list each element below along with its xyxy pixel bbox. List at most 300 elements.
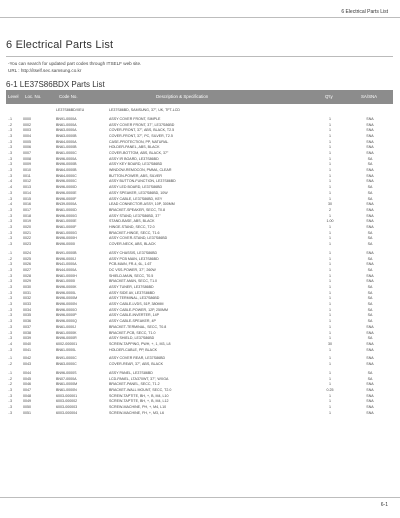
level-cell: ..3: [8, 168, 12, 173]
loc-no-cell: 0009: [23, 162, 31, 167]
code-no-cell: 6003-000001: [56, 393, 78, 398]
level-cell: ..3: [8, 128, 12, 133]
sa-sna-cell: SNA: [366, 356, 374, 361]
qty-cell: 1: [329, 362, 331, 367]
col-loc-no: Loc. No.: [25, 93, 42, 99]
description-cell: ASSY PCB MAIN, LE37S86BD: [109, 256, 159, 261]
code-no-cell: BN61-0000L: [56, 347, 77, 352]
description-cell: ASSY SHIELD, LE37S86BD: [109, 336, 155, 341]
description-cell: HOLDER-CABLE, PP, BLACK: [109, 347, 158, 352]
description-cell: PCB-MAIN, FR-4, 6L, 1.6T: [109, 262, 152, 267]
code-no-cell: BN61-0000E: [56, 219, 77, 224]
loc-no-cell: 0023: [23, 242, 31, 246]
description-cell: ASSY TUNER, LE37S86BD: [109, 285, 154, 289]
loc-no-cell: 0018: [23, 213, 31, 218]
sa-sna-cell: SNA: [366, 405, 374, 410]
description-cell: ASSY SPEAKER, LE37S86BD, 10W: [109, 190, 168, 195]
description-cell: ASSY SIDE AV, LE37S86BD: [109, 290, 155, 295]
description-cell: ASSY COVER-STAND, LE37S86BD: [109, 236, 168, 241]
code-no-cell: 6002-000001: [56, 341, 78, 346]
sa-sna-cell: SNA: [366, 393, 374, 398]
qty-cell: 1: [329, 307, 331, 312]
qty-cell: 1: [329, 296, 331, 301]
code-no-cell: BN91-0000C: [56, 356, 77, 361]
code-no-cell: BN96-0000M: [56, 296, 78, 301]
sa-sna-cell: SNA: [366, 151, 374, 155]
level-cell: ..4: [8, 185, 12, 190]
loc-no-cell: 0019: [23, 219, 31, 224]
qty-cell: 1: [329, 330, 331, 335]
qty-cell: 1: [329, 324, 331, 329]
code-no-cell: BN96-0000P: [56, 313, 77, 318]
code-no-cell: BN61-0000G: [56, 230, 77, 235]
sa-sna-cell: SNA: [366, 128, 374, 133]
col-code-no: Code No.: [59, 93, 78, 99]
sa-sna-cell: SA: [367, 313, 373, 318]
header-divider: [0, 17, 400, 18]
level-cell: ..3: [8, 151, 12, 155]
description-cell: SCREW-TAPTITE, BH, +, B, M4, L10: [109, 393, 169, 398]
description-cell: LE37S86BD, SAMSUNG, 37", UK, TFT-LCD: [109, 108, 180, 112]
qty-cell: 1: [329, 196, 331, 201]
sa-sna-cell: SNA: [366, 341, 374, 346]
loc-no-cell: 0010: [23, 168, 31, 173]
qty-cell: 1: [329, 133, 331, 138]
loc-no-cell: 0049: [23, 399, 31, 404]
qty-cell: 1: [329, 122, 331, 127]
code-no-cell: BN64-0000C: [56, 173, 77, 178]
sa-sna-cell: SA: [367, 371, 373, 375]
qty-cell: 1: [329, 336, 331, 341]
footer-divider: [0, 497, 400, 498]
loc-no-cell: 0037: [23, 324, 31, 329]
sa-sna-cell: SNA: [366, 279, 374, 284]
description-cell: SCREW-TAPPING, PWH, +, 1, M3, L8: [109, 341, 171, 346]
loc-no-cell: 0002: [23, 122, 31, 127]
sa-sna-cell: SNA: [366, 347, 374, 352]
code-no-cell: BN07-0000A: [56, 376, 77, 381]
qty-cell: 1: [329, 302, 331, 307]
qty-cell: 1: [329, 382, 331, 387]
code-no-cell: BN96-0000A: [56, 156, 77, 161]
level-cell: ..3: [8, 242, 12, 246]
code-no-cell: LE37S86BD/XEU: [56, 108, 85, 112]
level-cell: ..3: [8, 213, 12, 218]
qty-cell: 1: [329, 128, 331, 133]
qty-cell: 1: [329, 279, 331, 284]
qty-cell: 1: [329, 162, 331, 167]
code-no-cell: BN44-0000A: [56, 267, 77, 272]
code-no-cell: BN64-0000B: [56, 168, 77, 173]
sa-sna-cell: SNA: [366, 330, 374, 335]
sa-sna-cell: SNA: [366, 122, 374, 127]
sa-sna-cell: SA: [367, 190, 373, 195]
description-cell: ASSY COVER FRONT, 37", LE37S86BD: [109, 122, 175, 127]
level-cell: ..1: [8, 371, 12, 375]
level-cell: ..2: [8, 382, 12, 387]
sa-sna-cell: SNA: [366, 410, 374, 415]
code-no-cell: BN96-0000J: [56, 256, 76, 261]
code-no-cell: BN91-0000B: [56, 250, 77, 255]
sa-sna-cell: SNA: [366, 382, 374, 387]
loc-no-cell: 0025: [23, 256, 31, 261]
loc-no-cell: 0004: [23, 133, 31, 138]
qty-cell: 1: [329, 116, 331, 121]
level-cell: ..2: [8, 362, 12, 367]
description-cell: BRACKET-PCB, SECC, T1.0: [109, 330, 156, 335]
table-header: [6, 90, 393, 104]
loc-no-cell: 0050: [23, 405, 31, 410]
sa-sna-cell: SA: [367, 236, 373, 241]
description-cell: BRACKET-SPEAKER, SECC, T0.8: [109, 207, 166, 212]
loc-no-cell: 0047: [23, 388, 31, 393]
description-cell: ASSY CABLE, LE37S86BD, KEY: [109, 196, 163, 201]
level-cell: ..3: [8, 224, 12, 229]
description-cell: ASSY CABLE-INVERTER, 14P: [109, 313, 159, 318]
qty-cell: 1: [329, 151, 331, 155]
running-header: 6 Electrical Parts List: [341, 9, 388, 15]
loc-no-cell: 0043: [23, 362, 31, 367]
code-no-cell: 6003-000002: [56, 399, 78, 404]
description-cell: BUTTON-POWER, ABS, SILVER: [109, 173, 162, 178]
col-description: Description & Specification: [156, 93, 209, 99]
qty-cell: 1: [329, 179, 331, 184]
qty-cell: 1: [329, 410, 331, 415]
sa-sna-cell: SA: [367, 242, 373, 246]
description-cell: WINDOW-REMOCON, PMMA, CLEAR: [109, 168, 172, 173]
sa-sna-cell: SNA: [366, 168, 374, 173]
loc-no-cell: 0007: [23, 151, 31, 155]
code-no-cell: BN96-0000R: [56, 336, 77, 341]
code-no-cell: BN61-0000D: [56, 207, 77, 212]
code-no-cell: BN96-0000G: [56, 213, 77, 218]
description-cell: CASE-PROTECTION, PP, NATURAL: [109, 139, 169, 144]
level-cell: ..3: [8, 156, 12, 161]
code-no-cell: BN96-0000I: [56, 242, 76, 246]
description-cell: ASSY IR BOARD, LE37S86BD: [109, 156, 159, 161]
level-cell: ..3: [8, 302, 12, 307]
level-cell: ..3: [8, 296, 12, 301]
sa-sna-cell: SNA: [366, 273, 374, 278]
code-no-cell: BN61-0000N: [56, 388, 77, 393]
qty-cell: 1: [329, 250, 331, 255]
loc-no-cell: 0026: [23, 262, 31, 267]
loc-no-cell: 0012: [23, 179, 31, 184]
loc-no-cell: 0040: [23, 341, 31, 346]
table-row: [6, 242, 393, 248]
loc-no-cell: 0038: [23, 330, 31, 335]
sa-sna-cell: SA: [367, 230, 373, 235]
level-cell: ..3: [8, 279, 12, 284]
loc-no-cell: 0032: [23, 296, 31, 301]
code-no-cell: BN39-0000A: [56, 202, 77, 207]
qty-cell: 1: [329, 393, 331, 398]
loc-no-cell: 0017: [23, 207, 31, 212]
level-cell: ..2: [8, 256, 12, 261]
qty-cell: 1: [329, 236, 331, 241]
level-cell: ..3: [8, 162, 12, 167]
search-note: -You can search for updated part codes through ITSELF web site.: [8, 61, 142, 66]
description-cell: COVER-FRONT, 37", PC, SILVER, T2.5: [109, 133, 173, 138]
code-no-cell: BN96-0000Q: [56, 319, 77, 324]
qty-cell: 1: [329, 399, 331, 404]
level-cell: ..3: [8, 133, 12, 138]
description-cell: LCD-PANEL, LTA370WT, 37", WXGA: [109, 376, 169, 381]
level-cell: ..3: [8, 219, 12, 224]
description-cell: ASSY CABLE-SPEAKER, 4P: [109, 319, 156, 324]
level-cell: ..4: [8, 179, 12, 184]
loc-no-cell: 0044: [23, 371, 31, 375]
loc-no-cell: 0031: [23, 290, 31, 295]
description-cell: DC VSS-POWER, 37", 260W: [109, 267, 156, 272]
qty-cell: 30: [328, 202, 332, 207]
level-cell: ..3: [8, 196, 12, 201]
level-cell: ..3: [8, 267, 12, 272]
description-cell: ASSY BUTTON-FUNCTION, LE37S86BD: [109, 179, 176, 184]
description-cell: COVER-REAR, 37", ABS, BLACK: [109, 362, 164, 367]
sa-sna-cell: SNA: [366, 139, 374, 144]
code-no-cell: BN96-0000B: [56, 162, 77, 167]
loc-no-cell: 0005: [23, 139, 31, 144]
loc-no-cell: 0036: [23, 319, 31, 324]
description-cell: HINGE-STAND, SECC, T2.0: [109, 224, 155, 229]
qty-cell: 1: [329, 139, 331, 144]
loc-no-cell: 0027: [23, 267, 31, 272]
loc-no-cell: 0003: [23, 128, 31, 133]
qty-cell: 1: [329, 347, 331, 352]
description-cell: ASSY COVER FRONT, SIMPLE: [109, 116, 161, 121]
loc-no-cell: 0039: [23, 336, 31, 341]
level-cell: ..3: [8, 319, 12, 324]
level-cell: ..3: [8, 207, 12, 212]
qty-cell: 1: [329, 290, 331, 295]
description-cell: ASSY LED BOARD, LE37S86BD: [109, 185, 163, 190]
level-cell: ..3: [8, 262, 12, 267]
loc-no-cell: 0051: [23, 410, 31, 415]
level-cell: ..2: [8, 122, 12, 127]
qty-cell: 1: [329, 356, 331, 361]
description-cell: BRACKET-MAIN, SECC, T1.0: [109, 279, 158, 284]
qty-cell: 1: [329, 145, 331, 150]
sa-sna-cell: SNA: [366, 224, 374, 229]
code-no-cell: BN61-0000J: [56, 324, 76, 329]
description-cell: ASSY STAND, LE37S86BD, 37": [109, 213, 161, 218]
code-no-cell: BN61-0000H: [56, 273, 77, 278]
code-no-cell: BN96-0000F: [56, 196, 77, 201]
qty-cell: 1: [329, 267, 331, 272]
level-cell: ..3: [8, 230, 12, 235]
code-no-cell: BN63-0000B: [56, 133, 77, 138]
url-note: URL : http://itself.sec.samsung.co.kr: [8, 68, 82, 73]
code-no-cell: BN96-0000H: [56, 236, 77, 241]
loc-no-cell: 0015: [23, 196, 31, 201]
code-no-cell: BN61-0000B: [56, 145, 77, 150]
code-no-cell: BN61-0000K: [56, 330, 77, 335]
qty-cell: 1: [329, 173, 331, 178]
level-cell: ..1: [8, 250, 12, 255]
loc-no-cell: 0021: [23, 230, 31, 235]
qty-cell: 1: [329, 190, 331, 195]
sa-sna-cell: SA: [367, 185, 373, 190]
level-cell: ..3: [8, 307, 12, 312]
qty-cell: 1: [329, 224, 331, 229]
sa-sna-cell: SNA: [366, 262, 374, 267]
code-no-cell: BN96-0000L: [56, 290, 77, 295]
level-cell: ..3: [8, 139, 12, 144]
loc-no-cell: 0041: [23, 347, 31, 352]
loc-no-cell: 0034: [23, 307, 31, 312]
level-cell: ..3: [8, 405, 12, 410]
sa-sna-cell: SA: [367, 336, 373, 341]
qty-cell: 1: [329, 405, 331, 410]
qty-cell: 1: [329, 371, 331, 375]
description-cell: BRACKET-TERMINAL, SECC, T0.8: [109, 324, 167, 329]
sa-sna-cell: SA: [367, 196, 373, 201]
table-row: [6, 411, 393, 417]
level-cell: ..3: [8, 273, 12, 278]
level-cell: ..3: [8, 330, 12, 335]
sa-sna-cell: SA: [367, 296, 373, 301]
loc-no-cell: 0008: [23, 156, 31, 161]
code-no-cell: BN61-0000I: [56, 279, 76, 284]
code-no-cell: BN61-0000M: [56, 382, 78, 387]
sa-sna-cell: SNA: [366, 207, 374, 212]
code-no-cell: BN96-0000D: [56, 185, 77, 190]
col-qty: Q'ty: [325, 93, 333, 99]
level-cell: ..2: [8, 376, 12, 381]
qty-cell: 1: [329, 230, 331, 235]
code-no-cell: 6003-000004: [56, 410, 78, 415]
sa-sna-cell: SNA: [366, 116, 374, 121]
description-cell: ASSY KEY BOARD, LE37S86BD: [109, 162, 163, 167]
loc-no-cell: 0035: [23, 313, 31, 318]
code-no-cell: BN96-0000E: [56, 190, 77, 195]
table-row: [6, 108, 393, 114]
code-no-cell: BN96-0000S: [56, 371, 77, 375]
sa-sna-cell: SNA: [366, 173, 374, 178]
qty-cell: 1.00: [326, 219, 334, 224]
page-title: 6 Electrical Parts List: [6, 39, 114, 51]
code-no-cell: BN96-0000K: [56, 285, 77, 289]
loc-no-cell: 0006: [23, 145, 31, 150]
sa-sna-cell: SA: [367, 290, 373, 295]
code-no-cell: BN61-0000F: [56, 224, 77, 229]
col-level: Level: [8, 93, 19, 99]
sa-sna-cell: SA: [367, 156, 373, 161]
level-cell: ..1: [8, 356, 12, 361]
section-title: 6-1 LE37S86BDX Parts List: [6, 80, 105, 89]
sa-sna-cell: SNA: [366, 145, 374, 150]
level-cell: ..4: [8, 341, 12, 346]
description-cell: ASSY CABLE-POWER, 12P, 250MM: [109, 307, 168, 312]
description-cell: SHIELD-MAIN, SECC, T0.5: [109, 273, 154, 278]
loc-no-cell: 0029: [23, 279, 31, 284]
sa-sna-cell: SNA: [366, 133, 374, 138]
qty-cell: 1: [329, 376, 331, 381]
qty-cell: 1: [329, 213, 331, 218]
description-cell: ASSY PANEL, LE37S86BD: [109, 371, 153, 375]
description-cell: SCREW-MACHINE, FH, +, M3, L6: [109, 410, 164, 415]
description-cell: STAND-BASE, ABS, BLACK: [109, 219, 155, 224]
description-cell: LEAD CONNECTOR-ASSY, 10P, 300MM: [109, 202, 175, 207]
sa-sna-cell: SNA: [366, 324, 374, 329]
table-row: [6, 362, 393, 368]
loc-no-cell: 0013: [23, 185, 31, 190]
loc-no-cell: 0048: [23, 393, 31, 398]
code-no-cell: 6003-000003: [56, 405, 78, 410]
sa-sna-cell: SNA: [366, 202, 374, 207]
qty-cell: 1: [329, 242, 331, 246]
qty-cell: 1: [329, 313, 331, 318]
sa-sna-cell: SA: [367, 376, 373, 381]
sa-sna-cell: SA: [367, 307, 373, 312]
qty-cell: 1: [329, 185, 331, 190]
sa-sna-cell: SA: [367, 319, 373, 324]
description-cell: BRACKET-WALL MOUNT, SECC, T2.0: [109, 388, 172, 393]
qty-cell: 30: [328, 341, 332, 346]
loc-no-cell: 0011: [23, 173, 31, 178]
qty-cell: 1: [329, 168, 331, 173]
code-no-cell: BN63-0000A: [56, 128, 77, 133]
sa-sna-cell: SNA: [366, 388, 374, 393]
sa-sna-cell: SA: [367, 256, 373, 261]
loc-no-cell: 0028: [23, 273, 31, 278]
loc-no-cell: 0022: [23, 236, 31, 241]
loc-no-cell: 0046: [23, 382, 31, 387]
sa-sna-cell: SA: [367, 267, 373, 272]
sa-sna-cell: SA: [367, 162, 373, 167]
qty-cell: 0.25: [326, 388, 334, 393]
sa-sna-cell: SA: [367, 285, 373, 289]
level-cell: ..3: [8, 324, 12, 329]
description-cell: BRACKET-PANEL, SECC, T1.2: [109, 382, 160, 387]
qty-cell: 1: [329, 262, 331, 267]
code-no-cell: BN63-0000C: [56, 362, 77, 367]
level-cell: ..3: [8, 410, 12, 415]
code-no-cell: BN96-0000N: [56, 302, 77, 307]
description-cell: ASSY TERMINAL, LE37S86BD: [109, 296, 160, 301]
code-no-cell: BN96-0000C: [56, 179, 77, 184]
description-cell: COVER-FRONT, 37", ABS, BLACK, T2.5: [109, 128, 175, 133]
code-no-cell: BN61-0000A: [56, 122, 77, 127]
loc-no-cell: 0000: [23, 116, 31, 121]
description-cell: ASSY CHASSIS, LE37S86BD: [109, 250, 158, 255]
level-cell: ..1: [8, 116, 12, 121]
description-cell: SCREW-TAPTITE, BH, +, B, M4, L12: [109, 399, 169, 404]
loc-no-cell: 0045: [23, 376, 31, 381]
description-cell: HOLDER-PANEL, ABS, BLACK: [109, 145, 160, 150]
qty-cell: 1: [329, 156, 331, 161]
level-cell: ..4: [8, 202, 12, 207]
table-row: [6, 348, 393, 354]
level-cell: ..3: [8, 290, 12, 295]
qty-cell: 1: [329, 319, 331, 324]
sa-sna-cell: SNA: [366, 250, 374, 255]
loc-no-cell: 0024: [23, 250, 31, 255]
level-cell: ..3: [8, 313, 12, 318]
loc-no-cell: 0016: [23, 202, 31, 207]
level-cell: ..3: [8, 336, 12, 341]
loc-no-cell: 0020: [23, 224, 31, 229]
sa-sna-cell: SNA: [366, 179, 374, 184]
level-cell: ..3: [8, 236, 12, 241]
level-cell: ..3: [8, 399, 12, 404]
qty-cell: 1: [329, 273, 331, 278]
code-no-cell: BN96-0000O: [56, 307, 77, 312]
sa-sna-cell: SNA: [366, 219, 374, 224]
qty-cell: 1: [329, 256, 331, 261]
level-cell: ..3: [8, 393, 12, 398]
